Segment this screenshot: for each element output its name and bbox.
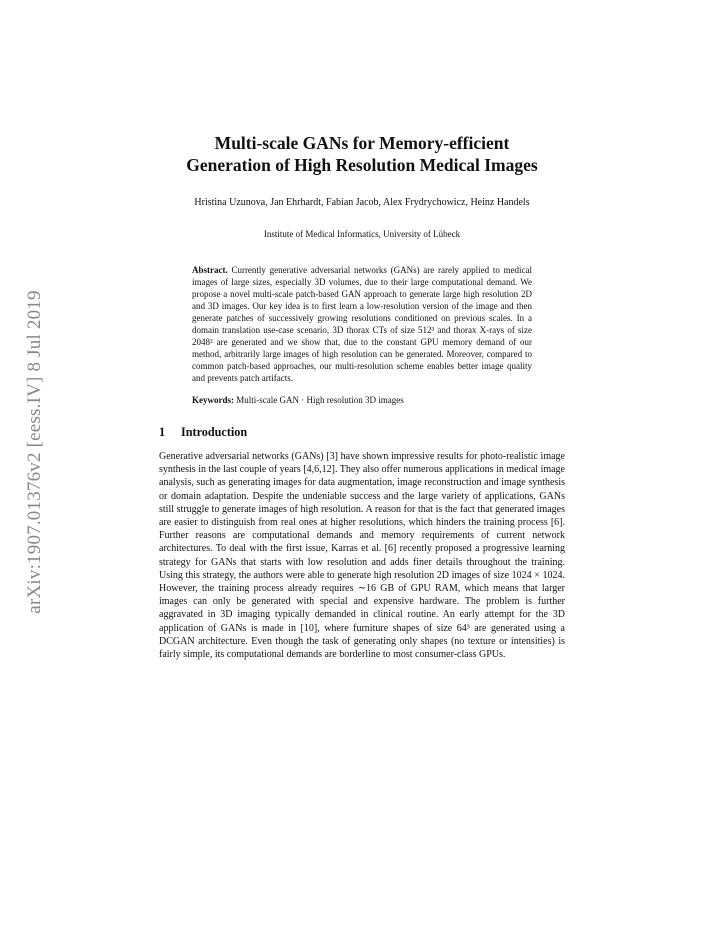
keywords <box>192 394 532 406</box>
arxiv-sidebar <box>22 262 48 642</box>
arxiv-identifier: arXiv:1907.01376v2 [eess.IV] 8 Jul 2019 <box>24 290 45 614</box>
section-title: Introduction <box>181 425 248 439</box>
abstract <box>192 264 532 384</box>
abstract-text: Currently generative adversarial networks (GANs) are rarely applied to medical images of large sizes, especially 3D volumes, due to their large computational demand. We propose a novel multi-scale patch-based GAN approach to generate large high resolution 2D and 3D images. Our key idea is to first learn a low-resolution version of the image and then generate patches of successively growing resolutions conditioned on previous scales. In a domain translation use-case scenario, 3D thorax CTs of size 512³ and thorax X-rays of size 2048² are generated and we show that, due to the constant GPU memory demand of our method, arbitrarily large images of high resolution can be generated. Moreover, compared to common patch-based approaches, our multi-resolution scheme enables better image quality and prevents patch artifacts. <box>192 265 532 383</box>
section-heading-introduction <box>159 424 565 440</box>
keywords-text: Multi-scale GAN · High resolution 3D images <box>236 395 404 405</box>
paper-title <box>159 132 565 176</box>
title-line-2: Generation of High Resolution Medical Images <box>186 155 538 175</box>
affiliation: Institute of Medical Informatics, University of Lübeck <box>263 229 461 239</box>
title-line-1: Multi-scale GANs for Memory-efficient <box>214 133 510 153</box>
author-list: Hristina Uzunova, Jan Ehrhardt, Fabian Jacob, Alex Frydrychowicz, Heinz Handels <box>194 197 530 208</box>
keywords-label: Keywords: <box>192 395 234 405</box>
introduction-paragraph: Generative adversarial networks (GANs) [3] have shown impressive results for photo-realistic image synthesis in the last couple of years [4,6,12]. They also offer numerous applications in medical image analysis, such as generating images for data augmentation, image reconstruction and image synthesis or domain adaptation. Despite the undeniable success and the large variety of applications, GANs still struggle to generate images of high resolution. A reason for that is the fact that generated images are easier to distinguish from real ones at higher resolutions, which hinders the training process [6]. Further reasons are computational demands and memory requirements of current network architectures. To deal with the first issue, Karras et al. [6] recently proposed a progressive learning strategy for GANs that starts with low resolution and adds finer details throughout the training. Using this strategy, the authors were able to generate high resolution 2D images of size 1024 × 1024. However, the training process already requires ∼16 GB of GPU RAM, which means that larger images can only be generated with special and expensive hardware. The problem is further aggravated in 3D imaging typically demanded in clinical routine. An early attempt for the 3D application of GANs is made in [10], where furniture shapes of size 64³ are generated using a DCGAN architecture. Even though the task of generating only shapes (no texture or intensities) is fairly simple, its computational demands are borderline to most consumer-class GPUs. <box>159 451 565 661</box>
section-number: 1 <box>159 425 166 439</box>
paper-page <box>159 132 565 661</box>
abstract-label: Abstract. <box>192 265 228 275</box>
